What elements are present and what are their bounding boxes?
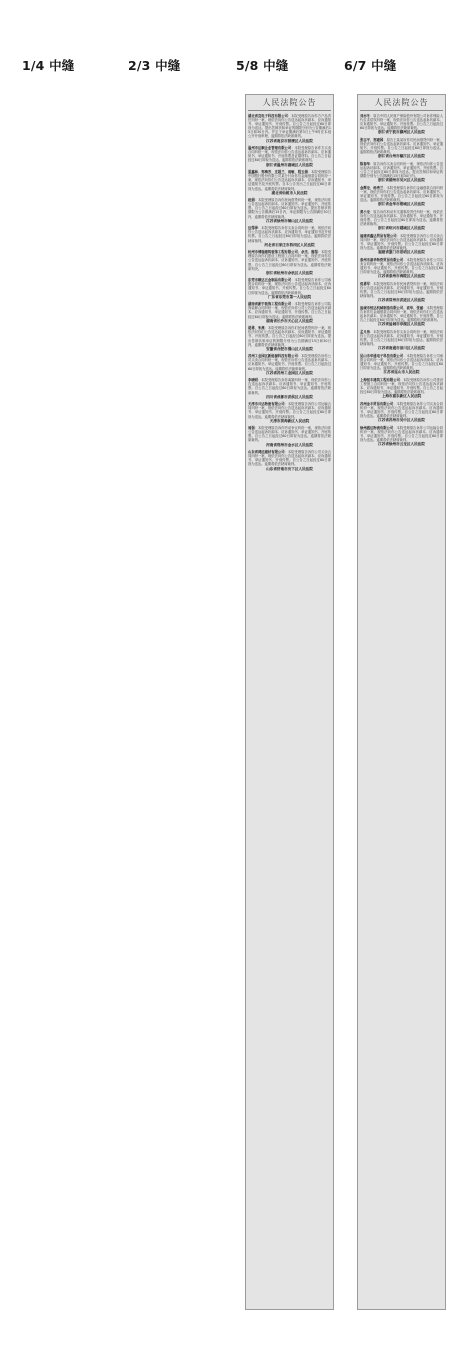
notice-body xyxy=(360,234,443,250)
notice-party: 李晓明 xyxy=(248,378,258,383)
notice-separator: ： xyxy=(287,114,292,118)
notice-separator: ： xyxy=(369,114,374,118)
notice-separator: ： xyxy=(396,233,400,238)
notice-separator: ： xyxy=(369,281,374,286)
notice-item xyxy=(248,354,331,375)
notice-party: 山东省鸿远建材有限公司 xyxy=(248,450,285,455)
notice-party: 赵娟 xyxy=(248,198,255,203)
notice-party: 黄小龙 xyxy=(360,209,370,214)
notice-body xyxy=(248,198,331,218)
notice-court: 四川省成都市武侯区人民法院 xyxy=(266,394,313,399)
notice-text: 本院受理原告诉你方产品责任纠纷一案，现依法向你公告送达起诉状副本、应诉通知书、举证通知书、开庭传票。自公告之日起经过60日即视为送达。提出答辩状和举证的期限分别为公告期满后15日和30日内。并定于举证期满后第3日上午9时在本庭公开开庭审理，逾期将依法缺席裁判。 xyxy=(248,114,332,139)
notice-item xyxy=(248,114,331,143)
notice-party: 陈春华 xyxy=(360,161,370,166)
notice-body xyxy=(248,146,331,162)
notice-text: 本院受理原告诉你公司承揽合同纠纷一案，现依法向你公告送达起诉状副本、应诉通知书、举证通知书、开庭传票。自公告之日起经过60日即视为送达。逾期将依法缺席裁判。 xyxy=(248,278,332,295)
notice-text: 本院受理原告诉你民间借贷纠纷一案，现依法向你公告送达起诉状副本、应诉通知书、举证通知书、开庭传票。自公告之日起经过60日即视为送达。提出答辩状的期限为公告期满后15日内，举证期限为公告期满后30日内，逾期将依法缺席裁判。 xyxy=(248,198,332,219)
notice-text: 本院受理原告诉你离婚纠纷一案，现依法向你公告送达起诉状副本、应诉通知书、举证通知书、开庭传票。自公告之日起经过60日即视为送达。逾期将依法缺席裁判。 xyxy=(248,378,332,395)
notice-body xyxy=(248,354,331,370)
notice-party: 盐城市恒达机械制造有限公司、袁华、张丽 xyxy=(360,305,424,310)
notice-item xyxy=(248,326,331,351)
notice-text: 本院受理原告诉你买卖合同纠纷一案，现依法向你公告送达起诉状副本、应诉通知书、举证通知书、开庭传票。自公告之日起经过60日即视为送达。逾期将依法缺席裁判。 xyxy=(360,329,444,346)
notice-party: 昆山市华通电子科技有限公司 xyxy=(360,353,404,358)
notice-text: 本院受理原告中国银行股份有限公司某分行诉你们金融借款合同纠纷一案，现依法向你们公告送达起诉状副本、应诉通知书、举证通知书及开庭传票。自本公告发出之日起经过60日即视为送达。逾期将依法缺席裁判。 xyxy=(248,170,332,191)
notice-body xyxy=(360,354,443,370)
notice-body xyxy=(248,170,331,190)
notice-item xyxy=(248,450,331,471)
notice-column-right xyxy=(357,94,446,1310)
notice-text: 本院受理原告诉你公司买卖合同纠纷一案，现依法向你公告送达起诉状副本、应诉通知书、举证通知书、开庭传票。自公告之日起经过60日即视为送达。逾期将依法缺席裁判。 xyxy=(360,233,444,251)
notice-court: 湖南省长沙市天心区人民法院 xyxy=(266,318,313,323)
notice-body xyxy=(360,378,443,394)
notice-body xyxy=(360,402,443,418)
notice-text: 本院受理原告诉你方买卖合同纠纷一案，现依法向你公告送达起诉状副本、应诉通知书、举证通知书、开庭传票及证据材料。自公告之日起经过60日即视为送达。逾期将依法缺席裁判。 xyxy=(248,146,332,163)
column-title: 人民法院公告 xyxy=(248,96,331,111)
notice-separator: ： xyxy=(317,250,322,255)
notice-body xyxy=(360,306,443,322)
notice-separator: ： xyxy=(264,326,268,331)
notice-court: 浙江省温州市鹿城区人民法院 xyxy=(266,162,313,167)
notice-item xyxy=(248,426,331,447)
notice-court: 江苏省苏州市吴中区人民法院 xyxy=(378,418,425,422)
label-1-4: 1/4 中缝 xyxy=(22,58,75,73)
notice-separator: ： xyxy=(291,278,295,283)
notice-body xyxy=(248,326,331,346)
notice-court: 湖北省仙桃市人民法院 xyxy=(271,190,308,195)
notice-text: 本院受理原告诉你买卖合同纠纷一案，现依法向你公告送达起诉状副本、应诉通知书、举证通知书及开庭传票。自公告之日起经过60日即视为送达。逾期将依法缺席裁判。 xyxy=(248,226,332,243)
notice-party: 东莞市顺达五金制品有限公司 xyxy=(248,278,292,283)
notice-item xyxy=(248,250,331,275)
notice-body xyxy=(360,138,443,154)
notice-body xyxy=(360,330,443,346)
notice-court: 江苏省南京市鼓楼区人民法院 xyxy=(266,138,313,143)
notice-party: 金辉龙、杨秀兰 xyxy=(360,185,384,190)
notice-item xyxy=(360,234,443,255)
notice-item xyxy=(360,114,443,135)
notice-party: 天津市兴达物流有限公司 xyxy=(248,402,285,407)
notice-court: 浙江省宁波市鄞州区人民法院 xyxy=(378,130,425,135)
notice-court: 江苏省盐城市亭湖区人民法院 xyxy=(378,322,425,327)
notice-item xyxy=(360,210,443,231)
notice-text: 本院受理原告诉你公司买卖合同纠纷一案，现依法向你公告送达起诉状副本、应诉通知书、举证通知书、开庭传票。自公告之日起经过60日即视为送达。逾期将依法缺席裁判。 xyxy=(360,257,444,275)
notice-body xyxy=(248,450,331,466)
notice-court: 浙江省湖州市吴兴区人民法院 xyxy=(378,178,425,183)
notice-body xyxy=(248,302,331,318)
notice-list xyxy=(360,114,443,447)
notice-party: 苏州金丰贸易有限公司 xyxy=(360,401,394,406)
notice-item xyxy=(360,402,443,423)
notice-separator: ： xyxy=(284,450,288,455)
notice-court: 安徽省合肥市蜀山区人民法院 xyxy=(266,346,313,351)
notice-text: 本院受理原告诉你们民间借贷纠纷一案，现依法向你们公告送达起诉状副本、应诉通知书、举证通知书、开庭传票。自公告之日起经过60日即视为送达。提出答辩状和举证的期限分别为公告期满后15日和30日内，逾期将依法缺席裁判。 xyxy=(248,326,332,347)
label-6-7: 6/7 中缝 xyxy=(344,58,397,73)
notice-body xyxy=(360,258,443,274)
notice-text: 本院受理原告诉你们建设工程施工合同纠纷一案，现依法向你们公告送达起诉状副本、应诉通知书、举证通知书、开庭传票。自公告之日起经过60日即视为送达。逾期将依法缺席判决。 xyxy=(248,250,332,271)
notice-body xyxy=(248,378,331,394)
notice-separator: ： xyxy=(257,226,262,231)
notice-court: 福建省厦门市思明区人民法院 xyxy=(378,250,425,255)
notice-item xyxy=(360,138,443,159)
notice-separator: ： xyxy=(369,209,374,214)
notice-party: 上海恒丰建筑工程有限公司 xyxy=(360,377,400,382)
notice-court: 江苏省泰州市海陵区人民法院 xyxy=(378,274,425,279)
notice-party: 福建省鑫达贸易有限公司 xyxy=(360,233,397,238)
notice-party: 苏州工业园区新能源科技有限公司 xyxy=(248,354,298,359)
notice-court: 江苏省苏州工业园区人民法院 xyxy=(266,370,313,375)
notice-text: 本院受理原告诉你们金融借款合同纠纷一案，现依法向你们公告送达起诉状副本、应诉通知书、举证通知书、开庭传票。自公告之日起经过60日即视为送达。逾期将依法缺席裁判。 xyxy=(360,305,444,323)
notice-court: 江苏省常州市武进区人民法院 xyxy=(378,298,425,303)
notice-court: 上海市浦东新区人民法院 xyxy=(381,394,422,399)
notice-court: 浙江省金华市婺城区人民法院 xyxy=(378,202,425,207)
notice-court: 江苏省昆山市人民法院 xyxy=(383,370,420,375)
notice-party: 夏鑫林、郑梅芳、庄超兰、周敏、程玉娟 xyxy=(248,170,308,175)
notice-party: 泰州市嘉华物资贸易有限公司 xyxy=(360,257,404,262)
notice-item xyxy=(248,378,331,399)
notice-party: 徐州盛达物流有限公司 xyxy=(360,425,394,430)
notice-body xyxy=(360,162,443,178)
notice-item xyxy=(360,162,443,183)
notice-text: 本院受理原告诉你劳动争议纠纷一案，现依法向你公告送达起诉状副本、应诉通知书、举证通知书、开庭传票。自公告之日起经过60日即视为送达。逾期将依法缺席裁判。 xyxy=(248,426,332,443)
notice-item xyxy=(360,354,443,375)
notice-text: 原告诉你买卖合同纠纷一案，现依法向你公告送达起诉状副本、应诉通知书、举证通知书、开庭传票。自公告之日起经过60日即视为送达。提出答辩状和举证的期限分别为公告期满后15日和30日内。 xyxy=(360,161,444,179)
notice-separator: ： xyxy=(297,354,302,359)
notice-body xyxy=(248,250,331,270)
notice-body xyxy=(360,210,443,226)
notice-body xyxy=(248,278,331,294)
notice-text: 本院受理原告诉你公司买卖合同纠纷一案，现依法向你公告送达起诉状副本、应诉通知书、举证通知书、开庭传票。自公告之日起经过60日即视为送达。逾期将依法缺席裁判。 xyxy=(248,354,332,371)
notice-court: 河北省石家庄市桥西区人民法院 xyxy=(264,242,315,247)
notice-court: 广东省东莞市第一人民法院 xyxy=(267,294,312,299)
notice-separator: ： xyxy=(383,137,387,142)
notice-court: 天津市滨海新区人民法院 xyxy=(269,418,310,423)
notice-separator: ： xyxy=(369,329,374,334)
notice-body xyxy=(360,282,443,298)
notice-party: 张志平、郑建国 xyxy=(360,137,384,142)
notice-party: 刘亦冬 xyxy=(360,114,370,118)
notice-text: 原告诉你机动车交通事故责任纠纷一案，现依法向你公告送达起诉状副本、应诉通知书、举证通知书、开庭传票。自公告之日起经过60日即视为送达。逾期将依法缺席裁判。 xyxy=(360,209,444,227)
notice-body xyxy=(360,114,443,130)
notice-item xyxy=(248,302,331,323)
notice-item xyxy=(248,278,331,299)
notice-item xyxy=(248,402,331,423)
notice-item xyxy=(248,198,331,223)
notice-text: 本院受理原告诉你公司装饰装修合同纠纷一案，现依法向你公司公告送达起诉状副本、应诉通知书、举证通知书、开庭传票。自公告之日起经过60日即视为送达。逾期将依法缺席裁判。 xyxy=(248,302,332,319)
notice-separator: ： xyxy=(383,185,387,190)
notice-party: 孟凡伟 xyxy=(360,329,370,334)
notice-body xyxy=(248,426,331,442)
notice-court: 江苏省徐州市铜山区人民法院 xyxy=(266,218,313,223)
notice-separator: ： xyxy=(254,426,258,431)
notice-item xyxy=(360,330,443,351)
notice-text: 原告中国人民财产保险股份有限公司诉你保险人代位求偿权纠纷一案，现依法向你公告送达起诉状副本、应诉通知书、举证通知书、开庭传票。自公告之日起经过60日即视为送达。逾期将依法缺席裁判。 xyxy=(360,114,444,131)
notice-separator: ： xyxy=(291,146,295,151)
notice-text: 本院受理原告诉你公司建设工程施工合同纠纷一案，现依法向你公告送达起诉状副本、应诉通知书、举证通知书、开庭传票。自公告之日起经过60日即视为送达。逾期将依法缺席裁判。 xyxy=(360,377,444,394)
notice-court: 河南省郑州市金水区人民法院 xyxy=(266,442,313,447)
notice-separator: ： xyxy=(399,377,404,382)
notice-item xyxy=(360,306,443,327)
notice-text: 本院受理原告诉你公司承揽合同纠纷一案，现依法向你公告送达起诉状副本、应诉通知书、举证通知书、开庭传票。自公告之日起经过60日即视为送达。逾期将依法缺席裁判。 xyxy=(360,353,444,370)
notice-separator: ： xyxy=(393,401,397,406)
notice-body xyxy=(248,114,331,139)
notice-text: 本院受理原告诉你民间借贷纠纷一案，现依法向你公告送达起诉状副本、应诉通知书、举证通知书、开庭传票。自公告之日起经过60日即视为送达。逾期将依法缺席裁判。 xyxy=(360,281,444,299)
notice-body xyxy=(248,402,331,418)
notice-court: 浙江省台州市椒江区人民法院 xyxy=(378,154,425,159)
notice-item xyxy=(360,258,443,279)
notice-party: 湖北省宜电子科技有限公司 xyxy=(248,114,288,118)
notice-party: 杭州市博瑞建筑装饰工程有限公司、余杰、谢超 xyxy=(248,250,318,255)
notice-separator: ： xyxy=(257,378,262,383)
notice-court: 浙江省绍兴市越城区人民法院 xyxy=(378,226,425,231)
notice-party: 边得泽 xyxy=(248,226,258,231)
notice-separator: ： xyxy=(393,425,397,430)
notice-party: 倪勇军 xyxy=(360,281,370,286)
notice-list xyxy=(248,114,331,471)
notice-court: 山东省济南市历下区人民法院 xyxy=(266,466,313,471)
notice-body xyxy=(360,426,443,442)
notice-column-left xyxy=(245,94,334,1310)
notice-court: 江苏省徐州市云龙区人民法院 xyxy=(378,441,425,446)
notice-separator: ： xyxy=(403,353,407,358)
notice-item xyxy=(360,378,443,399)
notice-separator: ： xyxy=(307,170,312,175)
notice-item xyxy=(360,282,443,303)
label-2-3: 2/3 中缝 xyxy=(128,58,181,73)
notice-text: 本院受理原告诉你公司运输合同纠纷一案，现依法向你公告送达起诉状副本、应诉通知书、举证通知书、开庭传票。自公告之日起经过60日即视为送达。逾期将依法缺席裁判。 xyxy=(248,402,332,419)
notice-party: 温州市达顺企业管理有限公司 xyxy=(248,146,292,151)
notice-court: 江苏省南通市崇川区人民法院 xyxy=(378,346,425,351)
label-5-8: 5/8 中缝 xyxy=(236,58,289,73)
notice-party: 湖南省新宇装饰工程有限公司 xyxy=(248,302,292,307)
notice-separator: ： xyxy=(291,302,295,307)
notice-item xyxy=(248,226,331,247)
notice-text: 本院受理原告诉你公司运输合同纠纷一案，现依法向你公告送达起诉状副本、应诉通知书、举证通知书、开庭传票。自公告之日起经过60日即视为送达。逾期将依法缺席裁判。 xyxy=(360,425,444,442)
notice-separator: ： xyxy=(369,161,374,166)
notice-separator: ： xyxy=(254,198,258,203)
notice-item xyxy=(248,170,331,195)
notice-item xyxy=(248,146,331,167)
notice-separator: ： xyxy=(423,305,427,310)
column-title: 人民法院公告 xyxy=(360,96,443,111)
notice-court: 浙江省杭州市余杭区人民法院 xyxy=(266,270,313,275)
notice-text: 本院受理原告诉你公司买卖合同纠纷一案，现依法向你公告送达起诉状副本、应诉通知书、举证通知书、开庭传票。自公告之日起经过60日即视为送达。逾期将依法缺席裁判。 xyxy=(360,401,444,418)
notice-item xyxy=(360,426,443,447)
notice-body xyxy=(248,226,331,242)
notice-text: 本院受理原告诉你们金融借款合同纠纷一案，现依法向你们公告送达起诉状副本、应诉通知书、举证通知书、开庭传票。自公告之日起经过60日即视为送达。逾期将依法缺席裁判。 xyxy=(360,185,444,203)
notice-item xyxy=(360,186,443,207)
notice-text: 本院受理原告诉你公司买卖合同纠纷一案，现依法向你公告送达起诉状副本、应诉通知书、举证通知书、开庭传票。自公告之日起经过60日即视为送达。逾期将依法缺席裁判。 xyxy=(248,450,332,467)
notice-text: 原告王某某诉你们民间借贷纠纷一案，现依法向你们公告送达起诉状副本、应诉通知书、举证通知书、开庭传票。自公告之日起经过60日即视为送达。逾期将依法缺席裁判。 xyxy=(360,137,444,155)
notice-party: 周强 xyxy=(248,426,255,431)
notice-separator: ： xyxy=(284,402,288,407)
notice-separator: ： xyxy=(403,257,407,262)
notice-party: 胡勇、朱燕 xyxy=(248,326,265,331)
notice-body xyxy=(360,186,443,202)
